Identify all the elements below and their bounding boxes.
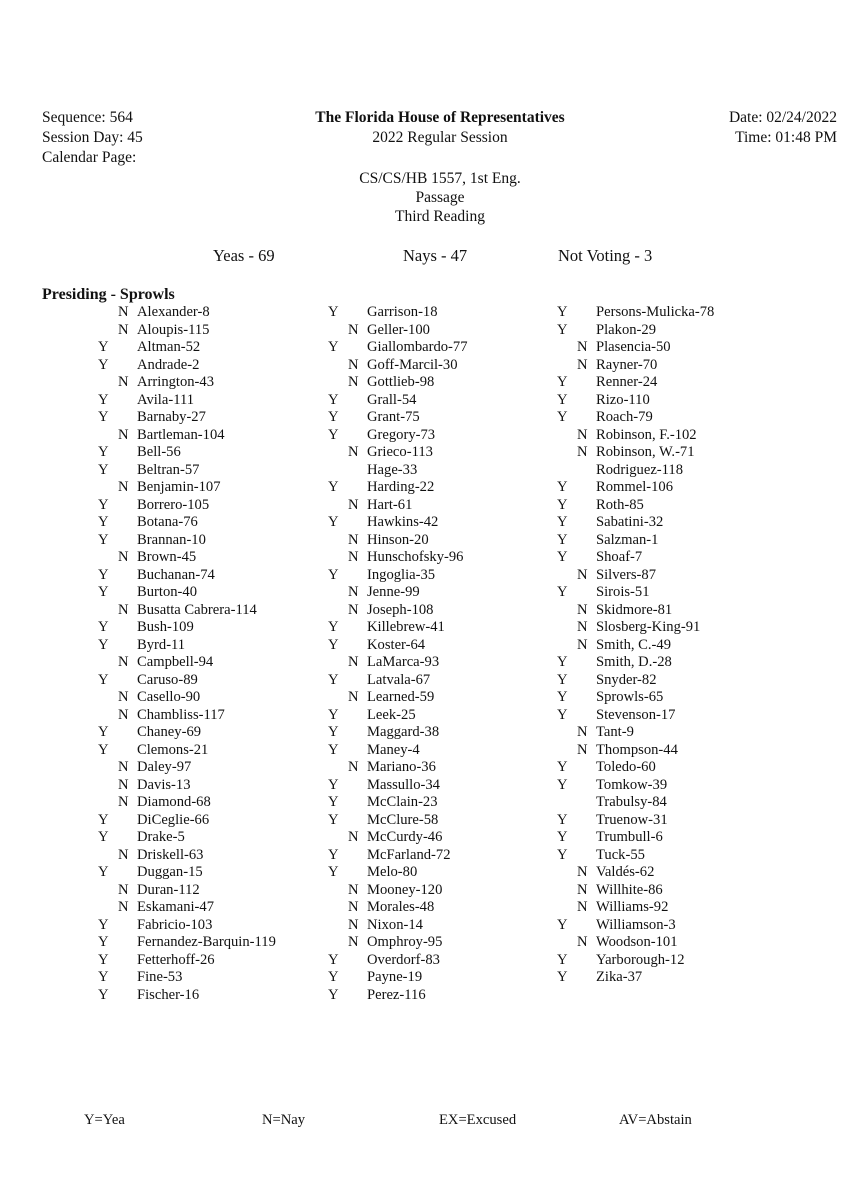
vote-mark: N (118, 479, 129, 495)
member-name: Brown-45 (137, 549, 197, 565)
member-name: Rayner-70 (596, 356, 658, 373)
vote-mark: Y (98, 566, 109, 583)
member-name: McFarland-72 (367, 846, 451, 863)
vote-mark: Y (328, 986, 339, 1003)
not-voting-count: Not Voting - 3 (558, 246, 653, 265)
vote-mark: N (577, 881, 588, 898)
member-name: Shoaf-7 (596, 549, 643, 565)
member-name: Plasencia-50 (596, 339, 671, 355)
vote-mark: N (348, 444, 359, 460)
vote-mark: N (348, 916, 359, 933)
member-name: Sabatini-32 (596, 514, 664, 530)
vote-mark: Y (328, 391, 339, 408)
vote-mark: Y (328, 811, 339, 828)
member-name: Williams-92 (596, 899, 669, 915)
member-name: Burton-40 (137, 584, 197, 600)
member-name: Persons-Mulicka-78 (596, 304, 715, 320)
member-name: Williamson-3 (596, 916, 676, 933)
vote-mark: N (118, 426, 129, 443)
member-name: Buchanan-74 (137, 566, 215, 583)
member-name: Botana-76 (137, 514, 198, 530)
member-name: Sirois-51 (596, 584, 650, 600)
vote-mark: Y (98, 356, 109, 373)
member-name: Payne-19 (367, 969, 423, 985)
member-name: Clemons-21 (137, 741, 209, 758)
vote-mark: N (118, 304, 129, 320)
nays-count: Nays - 47 (403, 246, 468, 265)
member-name: Hinson-20 (367, 531, 429, 548)
member-name: Snyder-82 (596, 671, 657, 688)
vote-mark: Y (98, 461, 109, 478)
vote-mark: N (118, 899, 129, 915)
member-name: Toledo-60 (596, 759, 656, 775)
vote-mark: Y (98, 409, 109, 425)
member-name: Daley-97 (137, 759, 192, 775)
vote-mark: Y (557, 531, 568, 548)
vote-mark: Y (557, 829, 568, 845)
member-name: Andrade-2 (137, 356, 200, 373)
member-name: Fischer-16 (137, 986, 200, 1003)
vote-mark: Y (557, 654, 568, 670)
member-name: Arrington-43 (137, 374, 215, 390)
vote-mark: N (577, 864, 588, 880)
vote-mark: Y (328, 514, 339, 530)
member-name: Duran-112 (137, 881, 200, 898)
member-name: Gregory-73 (367, 426, 436, 443)
member-name: Fetterhoff-26 (137, 951, 215, 968)
vote-mark: Y (328, 339, 339, 355)
vote-mark: Y (557, 321, 568, 338)
vote-mark: N (577, 724, 588, 740)
member-name: Tant-9 (596, 724, 634, 740)
vote-mark: N (577, 636, 588, 653)
vote-mark: N (348, 601, 359, 618)
vote-mark: N (348, 934, 359, 950)
vote-mark: Y (328, 566, 339, 583)
member-name: Zika-37 (596, 969, 643, 985)
member-name: Bartleman-104 (137, 426, 225, 443)
session-day-label: Session Day: 45 (42, 129, 143, 146)
vote-mark: Y (328, 619, 339, 635)
vote-mark: N (348, 549, 359, 565)
member-name: Davis-13 (137, 776, 191, 793)
member-name: Robinson, F.-102 (596, 426, 697, 443)
member-name: Driskell-63 (137, 846, 204, 863)
member-name: Bell-56 (137, 444, 181, 460)
vote-mark: N (118, 846, 129, 863)
member-name: Trumbull-6 (596, 829, 663, 845)
vote-mark: N (577, 356, 588, 373)
member-name: Fabricio-103 (137, 916, 213, 933)
member-name: Alexander-8 (137, 304, 210, 320)
vote-mark: N (348, 899, 359, 915)
vote-mark: N (118, 374, 129, 390)
member-name: Robinson, W.-71 (596, 444, 695, 460)
vote-mark: Y (98, 584, 109, 600)
vote-mark: Y (557, 951, 568, 968)
member-name: Jenne-99 (367, 584, 420, 600)
vote-mark: Y (98, 619, 109, 635)
vote-mark: N (348, 881, 359, 898)
vote-mark: Y (328, 846, 339, 863)
vote-mark: N (348, 759, 359, 775)
member-name: Sprowls-65 (596, 689, 664, 705)
member-name: Koster-64 (367, 636, 426, 653)
bill-action: Passage (415, 189, 465, 206)
vote-mark: Y (328, 409, 339, 425)
calendar-page-label: Calendar Page: (42, 149, 137, 166)
member-name: Beltran-57 (137, 461, 200, 478)
vote-mark: Y (98, 741, 109, 758)
bill-number: CS/CS/HB 1557, 1st Eng. (359, 170, 521, 187)
vote-mark: N (577, 934, 588, 950)
member-name: Hage-33 (367, 461, 418, 478)
vote-mark: Y (557, 496, 568, 513)
vote-mark: Y (557, 671, 568, 688)
vote-mark: Y (98, 951, 109, 968)
member-name: Renner-24 (596, 374, 658, 390)
vote-mark: Y (557, 374, 568, 390)
member-name: Trabulsy-84 (596, 794, 667, 810)
vote-mark: Y (328, 794, 339, 810)
sequence-label: Sequence: 564 (42, 109, 133, 126)
member-name: Thompson-44 (596, 741, 678, 758)
member-name: Stevenson-17 (596, 706, 676, 723)
vote-mark: N (577, 619, 588, 635)
vote-mark: Y (557, 304, 568, 320)
member-name: Benjamin-107 (137, 479, 221, 495)
vote-mark: N (348, 654, 359, 670)
vote-mark: Y (557, 479, 568, 495)
vote-mark: N (577, 339, 588, 355)
member-name: Aloupis-115 (137, 321, 210, 338)
vote-mark: Y (557, 846, 568, 863)
member-name: Fine-53 (137, 969, 183, 985)
vote-mark: N (118, 654, 129, 670)
vote-mark: N (348, 689, 359, 705)
vote-mark: Y (328, 636, 339, 653)
vote-mark: Y (557, 759, 568, 775)
member-name: Mooney-120 (367, 881, 443, 898)
member-name: Rizo-110 (596, 391, 650, 408)
vote-mark: N (118, 794, 129, 810)
member-name: Tuck-55 (596, 846, 645, 863)
member-name: Joseph-108 (367, 601, 434, 618)
legend-abstain: AV=Abstain (619, 1112, 692, 1128)
member-name: Mariano-36 (367, 759, 436, 775)
legend-excused: EX=Excused (439, 1112, 517, 1128)
vote-mark: Y (328, 304, 339, 320)
member-name: Rodriguez-118 (596, 461, 683, 478)
member-name: Killebrew-41 (367, 619, 445, 635)
member-name: Garrison-18 (367, 304, 438, 320)
vote-mark: Y (328, 706, 339, 723)
vote-mark: N (118, 706, 129, 723)
member-name: DiCeglie-66 (137, 811, 210, 828)
vote-mark: N (348, 531, 359, 548)
member-name: Bush-109 (137, 619, 194, 635)
vote-mark: Y (98, 829, 109, 845)
member-name: Woodson-101 (596, 934, 678, 950)
vote-mark: N (348, 356, 359, 373)
member-name: McCurdy-46 (367, 829, 443, 845)
vote-mark: Y (98, 916, 109, 933)
vote-mark: Y (98, 339, 109, 355)
vote-mark: Y (557, 391, 568, 408)
vote-mark: N (118, 549, 129, 565)
member-name: Gottlieb-98 (367, 374, 435, 390)
member-name: McClure-58 (367, 811, 439, 828)
vote-mark: N (577, 566, 588, 583)
vote-mark: N (348, 584, 359, 600)
member-name: Grant-75 (367, 409, 420, 425)
vote-mark: Y (557, 549, 568, 565)
vote-mark: Y (557, 409, 568, 425)
member-name: Valdés-62 (596, 864, 655, 880)
member-name: Smith, D.-28 (596, 654, 672, 670)
chamber-title: The Florida House of Representatives (315, 109, 565, 126)
member-name: Willhite-86 (596, 881, 663, 898)
member-name: Hawkins-42 (367, 514, 439, 530)
vote-mark: Y (98, 811, 109, 828)
vote-mark: Y (328, 671, 339, 688)
member-name: Giallombardo-77 (367, 339, 468, 355)
vote-mark: Y (557, 916, 568, 933)
vote-mark: Y (328, 776, 339, 793)
vote-mark: Y (98, 671, 109, 688)
vote-mark: N (348, 321, 359, 338)
member-name: Altman-52 (137, 339, 201, 355)
vote-mark: N (577, 426, 588, 443)
member-name: Goff-Marcil-30 (367, 356, 458, 373)
vote-mark: N (577, 601, 588, 618)
vote-mark: Y (98, 986, 109, 1003)
member-name: Learned-59 (367, 689, 435, 705)
vote-mark: Y (328, 724, 339, 740)
member-name: Caruso-89 (137, 671, 198, 688)
vote-mark: Y (98, 969, 109, 985)
member-name: Drake-5 (137, 829, 185, 845)
vote-mark: Y (98, 864, 109, 880)
member-name: Chaney-69 (137, 724, 202, 740)
member-name: Maggard-38 (367, 724, 440, 740)
vote-mark: Y (557, 689, 568, 705)
member-name: Perez-116 (367, 986, 426, 1003)
session-title: 2022 Regular Session (372, 129, 508, 146)
vote-mark: Y (557, 514, 568, 530)
member-name: Busatta Cabrera-114 (137, 601, 257, 618)
vote-mark: Y (98, 444, 109, 460)
member-name: Campbell-94 (137, 654, 214, 670)
vote-mark: Y (328, 969, 339, 985)
member-name: Byrd-11 (137, 636, 186, 653)
legend-nay: N=Nay (262, 1112, 306, 1128)
vote-mark: N (577, 741, 588, 758)
vote-mark: Y (98, 496, 109, 513)
bill-reading: Third Reading (395, 208, 485, 225)
vote-mark: N (118, 776, 129, 793)
vote-mark: N (577, 899, 588, 915)
vote-mark: Y (557, 969, 568, 985)
vote-mark: N (118, 881, 129, 898)
legend-yea: Y=Yea (84, 1112, 125, 1128)
member-name: Hart-61 (367, 496, 413, 513)
member-name: Duggan-15 (137, 864, 203, 880)
vote-mark: Y (557, 706, 568, 723)
vote-mark: N (118, 601, 129, 618)
vote-mark: Y (328, 951, 339, 968)
member-name: Geller-100 (367, 321, 430, 338)
member-name: Silvers-87 (596, 566, 656, 583)
member-name: Smith, C.-49 (596, 636, 672, 653)
vote-mark: Y (557, 776, 568, 793)
member-name: Plakon-29 (596, 321, 656, 338)
vote-mark: Y (98, 934, 109, 950)
member-name: Avila-111 (137, 391, 195, 408)
vote-mark: Y (328, 864, 339, 880)
member-name: Latvala-67 (367, 671, 431, 688)
member-name: Nixon-14 (367, 916, 423, 933)
member-name: Salzman-1 (596, 531, 659, 548)
vote-mark: Y (557, 584, 568, 600)
member-name: Roach-79 (596, 409, 653, 425)
member-name: Borrero-105 (137, 496, 210, 513)
vote-mark: Y (557, 811, 568, 828)
member-name: Leek-25 (367, 706, 416, 723)
member-name: Morales-48 (367, 899, 435, 915)
member-name: Hunschofsky-96 (367, 549, 464, 565)
vote-mark: Y (98, 531, 109, 548)
member-name: Casello-90 (137, 689, 201, 705)
vote-mark: Y (328, 426, 339, 443)
vote-mark: N (348, 496, 359, 513)
presiding-officer: Presiding - Sprowls (42, 286, 175, 303)
member-name: Eskamani-47 (137, 899, 215, 915)
vote-time: Time: 01:48 PM (735, 129, 837, 146)
member-name: Tomkow-39 (596, 776, 668, 793)
member-name: LaMarca-93 (367, 654, 440, 670)
member-name: Truenow-31 (596, 811, 668, 828)
vote-mark: Y (98, 724, 109, 740)
member-name: Ingoglia-35 (367, 566, 436, 583)
member-name: Fernandez-Barquin-119 (137, 934, 276, 950)
vote-mark: N (118, 689, 129, 705)
member-name: Harding-22 (367, 479, 435, 495)
vote-mark: Y (98, 514, 109, 530)
member-name: Grieco-113 (367, 444, 433, 460)
member-name: Melo-80 (367, 864, 418, 880)
member-name: Brannan-10 (137, 531, 206, 548)
vote-mark: Y (328, 479, 339, 495)
member-name: Slosberg-King-91 (596, 619, 701, 635)
vote-mark: Y (98, 636, 109, 653)
member-name: Roth-85 (596, 496, 644, 513)
member-name: Diamond-68 (137, 794, 211, 810)
member-name: Chambliss-117 (137, 706, 225, 723)
member-name: Omphroy-95 (367, 934, 443, 950)
vote-mark: Y (328, 741, 339, 758)
member-name: Grall-54 (367, 391, 417, 408)
vote-mark: N (348, 829, 359, 845)
member-name: Overdorf-83 (367, 951, 440, 968)
member-name: Rommel-106 (596, 479, 674, 495)
vote-date: Date: 02/24/2022 (728, 109, 837, 126)
vote-mark: N (118, 321, 129, 338)
vote-mark: N (118, 759, 129, 775)
member-name: Skidmore-81 (596, 601, 673, 618)
member-name: McClain-23 (367, 794, 438, 810)
yeas-count: Yeas - 69 (213, 246, 275, 265)
member-name: Barnaby-27 (137, 409, 206, 425)
member-name: Yarborough-12 (596, 951, 685, 968)
vote-mark: N (348, 374, 359, 390)
member-name: Maney-4 (367, 741, 420, 758)
vote-mark: N (577, 444, 588, 460)
member-name: Massullo-34 (367, 776, 440, 793)
vote-mark: Y (98, 391, 109, 408)
